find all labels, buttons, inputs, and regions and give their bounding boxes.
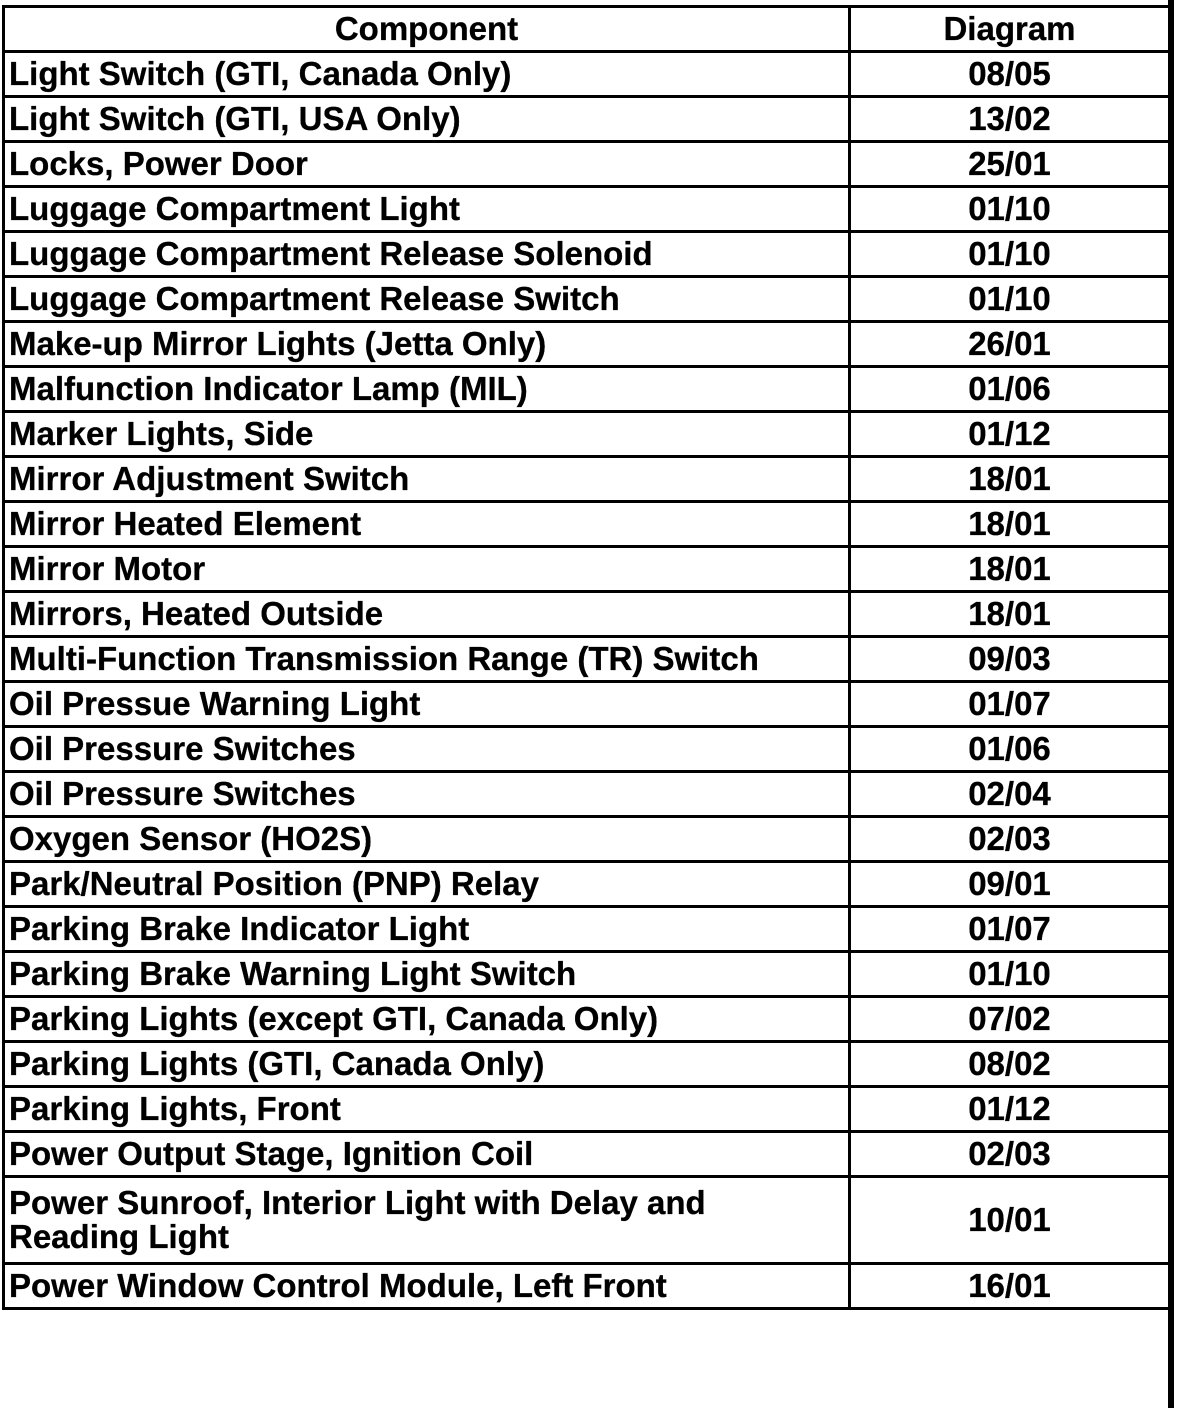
- component-cell: Mirror Motor: [4, 547, 850, 592]
- diagram-cell: 01/10: [850, 277, 1170, 322]
- diagram-cell: 08/02: [850, 1042, 1170, 1087]
- component-cell: Parking Brake Indicator Light: [4, 907, 850, 952]
- component-diagram-table: [2, 5, 1171, 1310]
- table-row: [4, 1042, 1170, 1087]
- component-cell: Parking Lights, Front: [4, 1087, 850, 1132]
- component-cell: Oil Pressure Switches: [4, 772, 850, 817]
- diagram-cell: 09/01: [850, 862, 1170, 907]
- table-row: [4, 322, 1170, 367]
- component-cell: Park/Neutral Position (PNP) Relay: [4, 862, 850, 907]
- component-column-header: Component: [4, 7, 850, 52]
- table-row: [4, 457, 1170, 502]
- component-cell: Parking Lights (except GTI, Canada Only): [4, 997, 850, 1042]
- component-cell: Multi-Function Transmission Range (TR) Switch: [4, 637, 850, 682]
- table-row: [4, 1177, 1170, 1264]
- diagram-cell: 01/06: [850, 367, 1170, 412]
- component-cell: Power Window Control Module, Left Front: [4, 1264, 850, 1309]
- component-cell: Power Sunroof, Interior Light with Delay and Reading Light: [4, 1177, 850, 1264]
- table-row: [4, 142, 1170, 187]
- diagram-cell: 01/07: [850, 682, 1170, 727]
- component-cell: Oil Pressure Switches: [4, 727, 850, 772]
- component-cell: Light Switch (GTI, USA Only): [4, 97, 850, 142]
- component-cell: Mirror Adjustment Switch: [4, 457, 850, 502]
- diagram-cell: 01/06: [850, 727, 1170, 772]
- table-row: [4, 1264, 1170, 1309]
- diagram-cell: 02/03: [850, 817, 1170, 862]
- table-row: [4, 862, 1170, 907]
- diagram-cell: 18/01: [850, 592, 1170, 637]
- table-row: [4, 277, 1170, 322]
- component-cell: Power Output Stage, Ignition Coil: [4, 1132, 850, 1177]
- component-cell: Luggage Compartment Release Solenoid: [4, 232, 850, 277]
- component-cell: Mirror Heated Element: [4, 502, 850, 547]
- table-row: [4, 1087, 1170, 1132]
- table-body: [4, 52, 1170, 1309]
- component-cell: Luggage Compartment Release Switch: [4, 277, 850, 322]
- table-row: [4, 907, 1170, 952]
- diagram-cell: 13/02: [850, 97, 1170, 142]
- table-row: [4, 592, 1170, 637]
- diagram-cell: 16/01: [850, 1264, 1170, 1309]
- component-cell: Light Switch (GTI, Canada Only): [4, 52, 850, 97]
- table-row: [4, 97, 1170, 142]
- diagram-cell: 18/01: [850, 457, 1170, 502]
- diagram-cell: 10/01: [850, 1177, 1170, 1264]
- table-row: [4, 1132, 1170, 1177]
- table-row: [4, 772, 1170, 817]
- diagram-cell: 01/12: [850, 1087, 1170, 1132]
- diagram-cell: 08/05: [850, 52, 1170, 97]
- component-cell: Locks, Power Door: [4, 142, 850, 187]
- page-right-edge-border: [1168, 0, 1174, 1408]
- table-row: [4, 682, 1170, 727]
- table-row: [4, 52, 1170, 97]
- diagram-column-header: Diagram: [850, 7, 1170, 52]
- table-row: [4, 232, 1170, 277]
- diagram-cell: 02/03: [850, 1132, 1170, 1177]
- diagram-cell: 18/01: [850, 502, 1170, 547]
- diagram-cell: 25/01: [850, 142, 1170, 187]
- table-row: [4, 502, 1170, 547]
- component-cell: Luggage Compartment Light: [4, 187, 850, 232]
- table-row: [4, 727, 1170, 772]
- table-row: [4, 187, 1170, 232]
- component-cell: Mirrors, Heated Outside: [4, 592, 850, 637]
- table-row: [4, 547, 1170, 592]
- diagram-cell: 01/10: [850, 187, 1170, 232]
- component-cell: Oil Pressue Warning Light: [4, 682, 850, 727]
- component-cell: Parking Lights (GTI, Canada Only): [4, 1042, 850, 1087]
- table-row: [4, 952, 1170, 997]
- diagram-cell: 02/04: [850, 772, 1170, 817]
- component-index-sheet: [2, 5, 1168, 1310]
- component-cell: Make-up Mirror Lights (Jetta Only): [4, 322, 850, 367]
- table-row: [4, 367, 1170, 412]
- table-row: [4, 637, 1170, 682]
- table-row: [4, 997, 1170, 1042]
- diagram-cell: 18/01: [850, 547, 1170, 592]
- diagram-cell: 01/10: [850, 232, 1170, 277]
- component-cell: Marker Lights, Side: [4, 412, 850, 457]
- diagram-cell: 26/01: [850, 322, 1170, 367]
- diagram-cell: 01/07: [850, 907, 1170, 952]
- component-cell: Malfunction Indicator Lamp (MIL): [4, 367, 850, 412]
- table-row: [4, 412, 1170, 457]
- table-header-row: [4, 7, 1170, 52]
- diagram-cell: 01/12: [850, 412, 1170, 457]
- diagram-cell: 07/02: [850, 997, 1170, 1042]
- diagram-cell: 01/10: [850, 952, 1170, 997]
- table-row: [4, 817, 1170, 862]
- component-cell: Parking Brake Warning Light Switch: [4, 952, 850, 997]
- diagram-cell: 09/03: [850, 637, 1170, 682]
- component-cell: Oxygen Sensor (HO2S): [4, 817, 850, 862]
